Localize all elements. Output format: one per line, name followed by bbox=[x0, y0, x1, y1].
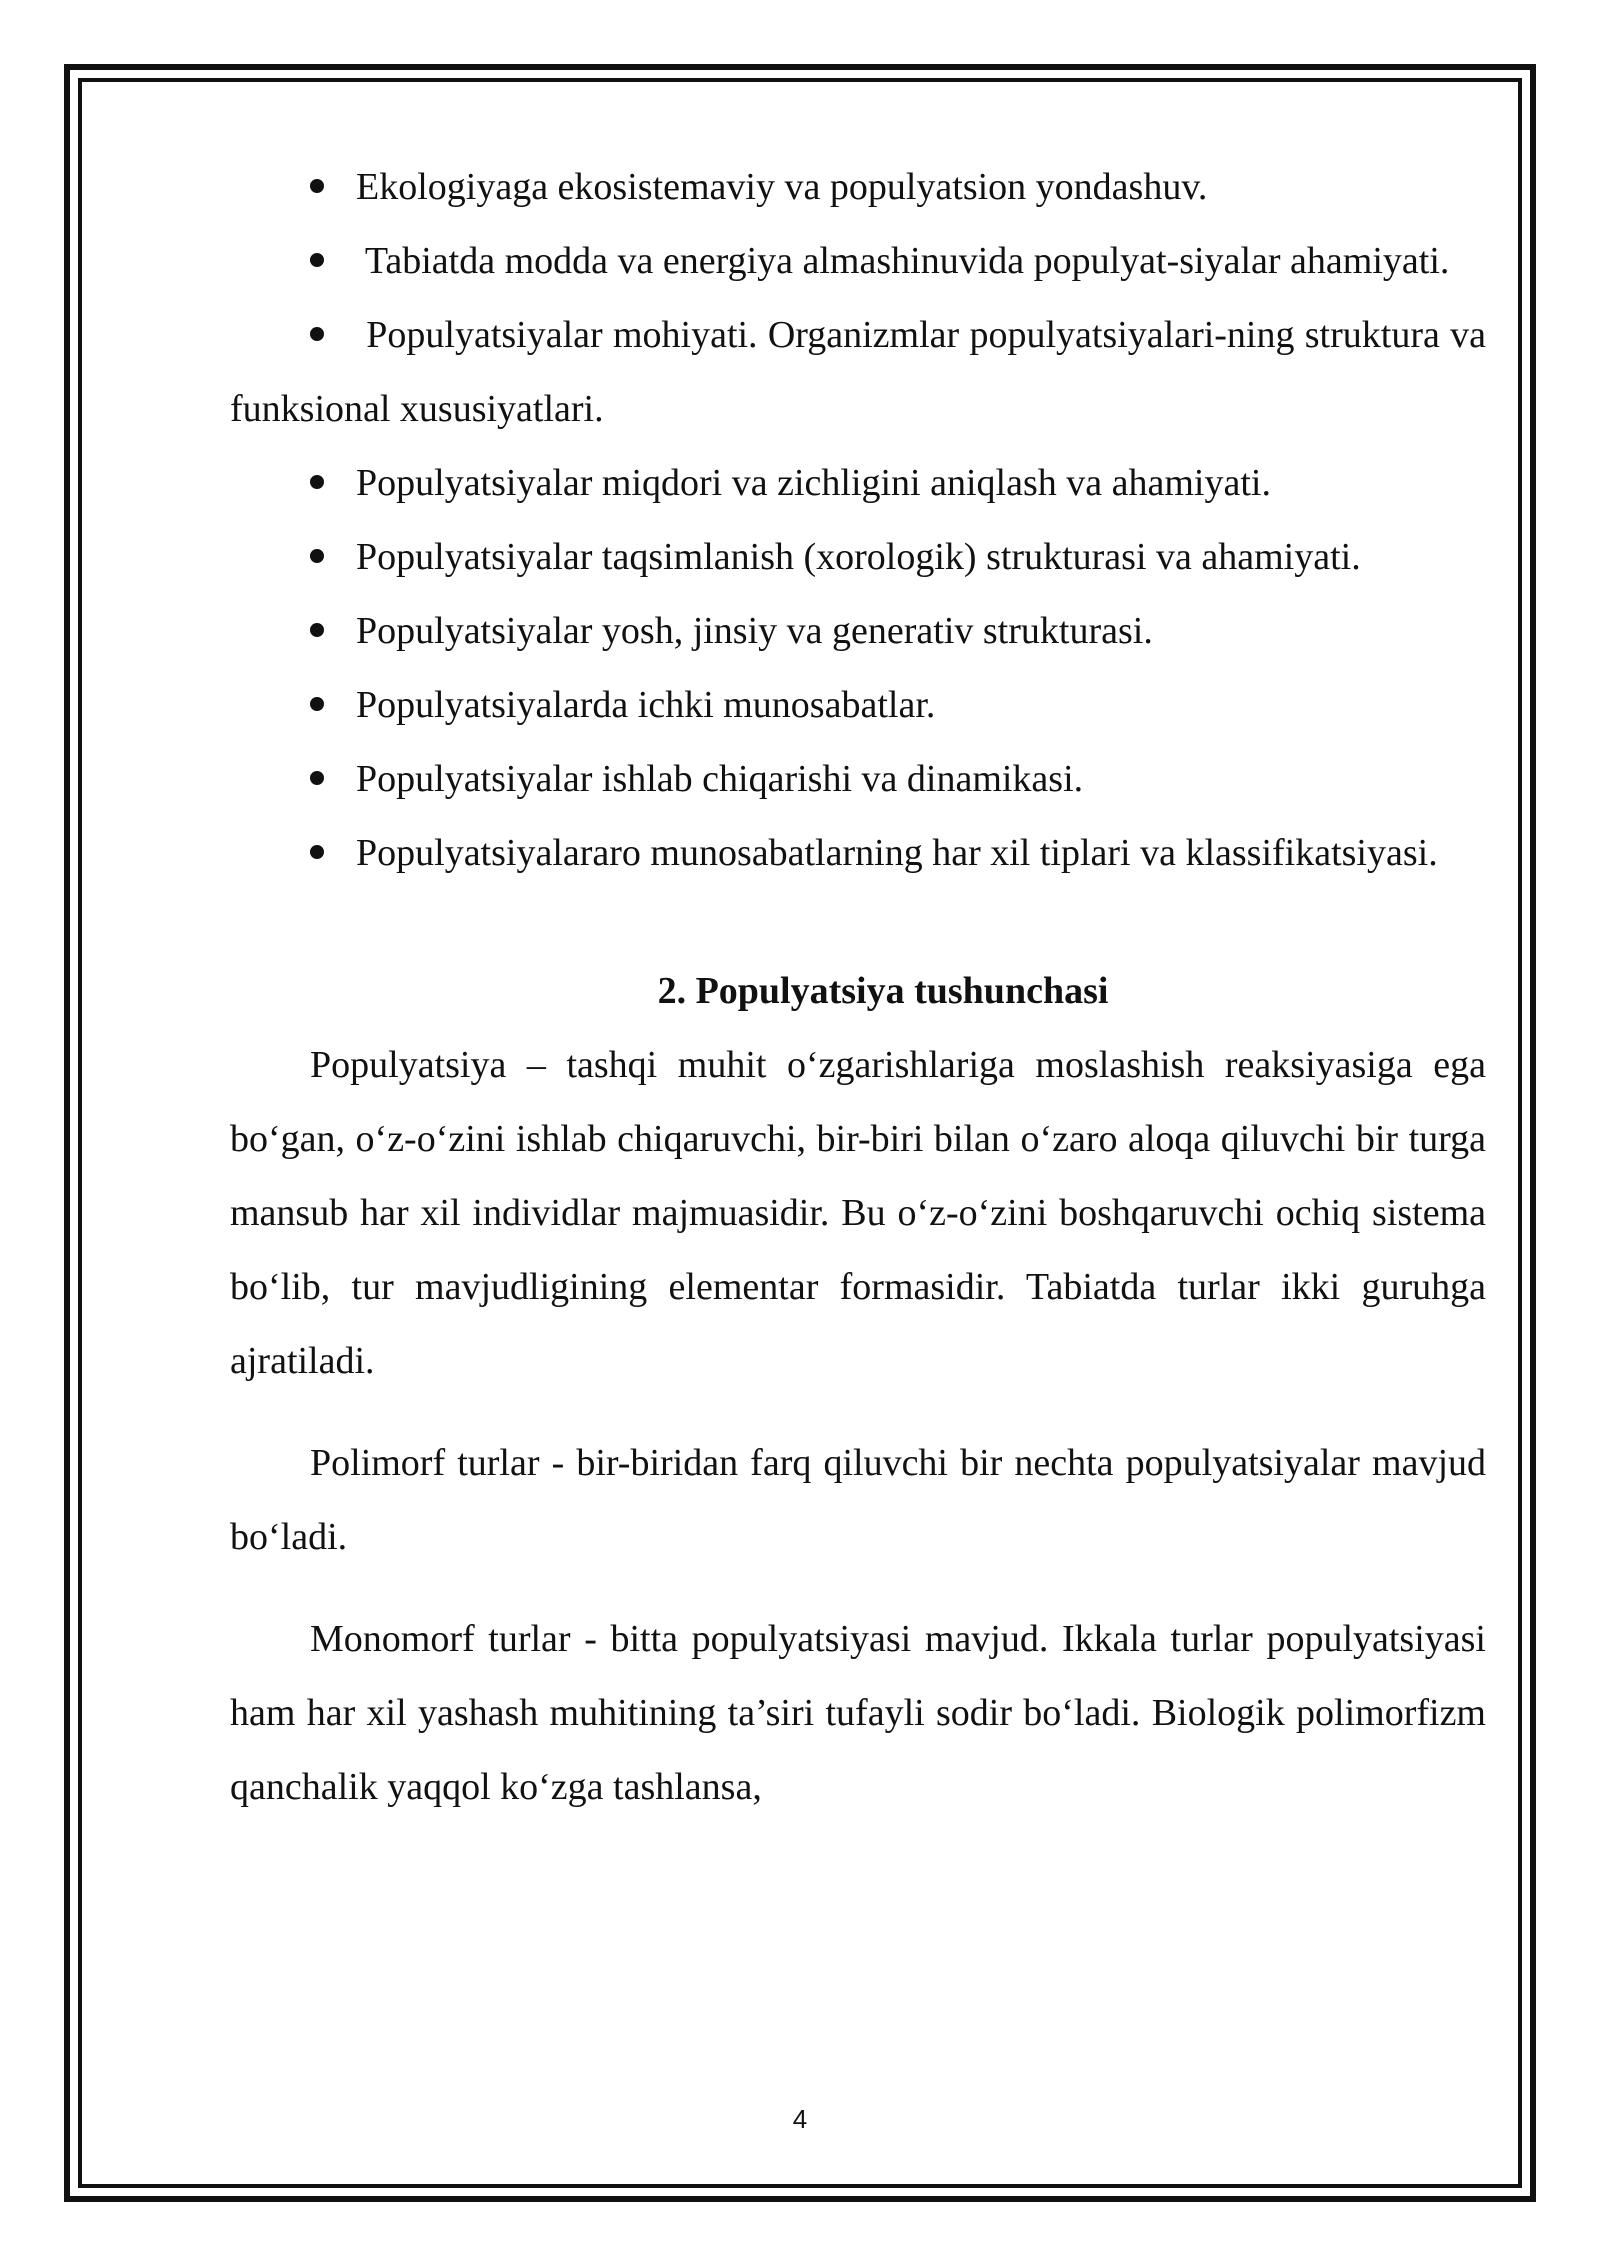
list-item: Tabiatda modda va energiya almashinuvida populyat-siyalar ahamiyati. bbox=[230, 224, 1486, 298]
paragraph: Monomorf turlar - bitta populyatsiyasi mavjud. Ikkala turlar populyatsiyasi ham har xil yashash muhitining ta’siri tufayli sodir bo‘ladi. Biologik polimorfizm qanchalik yaqqol ko‘zga tashlansa, bbox=[230, 1618, 1486, 1808]
topic-list bbox=[230, 150, 1486, 890]
bullet-icon bbox=[310, 475, 324, 489]
bullet-icon bbox=[310, 179, 324, 193]
list-item: Populyatsiyalar miqdori va zichligini aniqlash va ahamiyati. bbox=[230, 446, 1486, 520]
list-item: Populyatsiyalararo munosabatlarning har xil tiplari va klassifikatsiyasi. bbox=[230, 816, 1486, 890]
bullet-icon bbox=[310, 697, 324, 711]
paragraph: Polimorf turlar - bir-biridan farq qiluvchi bir nechta populyatsiyalar mavjud bo‘ladi. bbox=[230, 1442, 1486, 1558]
bullet-icon bbox=[310, 327, 324, 341]
list-item: Populyatsiyalar ishlab chiqarishi va dinamikasi. bbox=[230, 742, 1486, 816]
list-item: Populyatsiyalar yosh, jinsiy va generativ strukturasi. bbox=[230, 594, 1486, 668]
section-heading: 2. Populyatsiya tushunchasi bbox=[657, 970, 1109, 1012]
paragraph: Populyatsiya – tashqi muhit o‘zgarishlariga moslashish reaksiyasiga ega bo‘gan, o‘z-o‘zini ishlab chiqaruvchi, bir-biri bilan o‘zaro aloqa qiluvchi bir turga mansub har xil individlar majmuasidir. Bu o‘z-o‘zini boshqaruvchi ochiq sistema bo‘lib, tur mavjudligining elementar formasidir. Tabiatda turlar ikki guruhga ajratiladi. bbox=[230, 1044, 1486, 1382]
page-number: 4 bbox=[792, 2104, 808, 2134]
bullet-icon bbox=[310, 623, 324, 637]
bullet-icon bbox=[310, 771, 324, 785]
bullet-icon bbox=[310, 845, 324, 859]
list-item: Populyatsiyalarda ichki munosabatlar. bbox=[230, 668, 1486, 742]
bullet-icon bbox=[310, 549, 324, 563]
list-item: Populyatsiyalar mohiyati. Organizmlar populyatsiyalari-ning struktura va funksional xususiyatlari. bbox=[230, 314, 1486, 430]
document-body bbox=[230, 150, 1486, 1852]
list-item: Ekologiyaga ekosistemaviy va populyatsion yondashuv. bbox=[230, 150, 1486, 224]
bullet-icon bbox=[310, 253, 324, 267]
list-item: Populyatsiyalar taqsimlanish (xorologik) strukturasi va ahamiyati. bbox=[230, 520, 1486, 594]
